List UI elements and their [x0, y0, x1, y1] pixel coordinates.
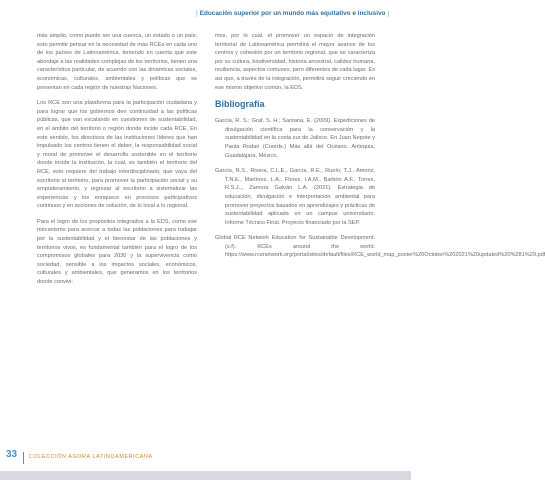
running-header [196, 10, 389, 17]
body-paragraph: mos, por lo cual, el promover un espacio de integración territorial de Latinoamérica permitirá el mayor avance de los centros y cohesión por un territorio regional, que se caracteriza por su cultura, biodiversidad, historia ancestral, calidez humana, resiliencia, aspectos comunes, pero diferentes de cada lugar. Es así que, a través de la integración, permitirá seguir creciendo en ese mismo objetivo común, la EDS. [215, 33, 375, 91]
header-title: Educación superior por un mundo más equitativo e inclusivo [199, 10, 386, 17]
body-paragraph: Para el logro de los propósitos integrados a la EDS, como ese mecanismo para acercar a todas las poblaciones para trabajar por la sustentabilidad y el bienestar de las poblaciones y territorios vivos, es fundamental también para el logro de los compromisos globales para 2030 y la supervivencia como sociedad, sensible a los impactos sociales, económicos, culturales y ambientales, que generamos en los territorios donde convivi- [37, 218, 197, 286]
page-footer [0, 446, 411, 480]
footer-band [0, 471, 411, 480]
bibliography-heading: Bibliografía [215, 99, 265, 110]
collection-name: COLECCIÓN AGORA LATINOAMERICANA [29, 454, 153, 460]
page-number: 33 [6, 449, 18, 460]
bibliography-reference: García, R.S., Rivera, C.L.E., García, R.E., Rueín, T.J., Amoriz, T.N.E., Martínez, L.A., Flores, I.A.M., Barbón A.F., Torres, R.S.J.,, Zamora Galván L.A. (2021). Estrategia de educación, divulgación e interpretación ambiental para promover proyectos basados en aprendizajes y prácticas de sustentabilidad aplicada en un campus universitario. Informe Técnico Final. Proyecto financiado por la SEP. [215, 168, 375, 226]
header-bracket-open: [ [196, 10, 198, 17]
header-bracket-close: ] [387, 10, 389, 17]
body-paragraph: más amplio, como puede ser una cuenca, un estado o un país; esto permite pensar en la necesidad de más RCEs en cada uno de los países de Latinoamérica, teniendo en cuenta que este abordaje a las realidades complejas de los territorios, tienen una característica particular, de acuerdo con las dinámicas sociales, económicas, culturales, ambientales y políticas que se presentan en cada región de nuestras Naciones. [37, 33, 197, 91]
body-paragraph: Los RCE son una plataforma para la participación ciudadana y para lograr que los gobiernos den continuidad a las políticas públicas, que van escalando en cuestiones de sustentabilidad, en el ámbito del territorio o región donde incide cada RCE. En este sentido, los directivos de las instituciones líderes que han impulsado los centros tienen el deber, la responsabilidad social y moral de promover el desarrollo sostenible en el territorio donde incide la institución, la cual, es también el territorio del RCE, esto requiere del trabajo interdisciplinario, que vaya del escritorio al territorio, para promover la participación social y su empoderamiento, y regresar al escritorio a sistematizar las experiencias y los enriquece en procesos participativos continuos y en acciones de solución, de lo local a lo regional. [37, 100, 197, 210]
bibliography-reference: Global RCE Network Education for Sustainable Development. (s.f). RCEs around the world. https://www.rcenetwork.org/portal/sites/default/files/RCE_world_map_poster%20October%202021%20updated%20%281%29.pdf [215, 235, 545, 259]
bibliography-reference: García, R. S.; Graf, S. H.; Santana, E. (2009). Expediciones de divulgación científica para la conservación y la sustentabilidad en la costa sur de Jalisco. En Juan Nepote y Paola Rodari (Coords.) Más allá del Océano. Antequia, Guadalajara, México. [215, 118, 375, 159]
left-column [37, 32, 197, 287]
right-column [215, 32, 545, 260]
footer-divider [23, 452, 24, 464]
